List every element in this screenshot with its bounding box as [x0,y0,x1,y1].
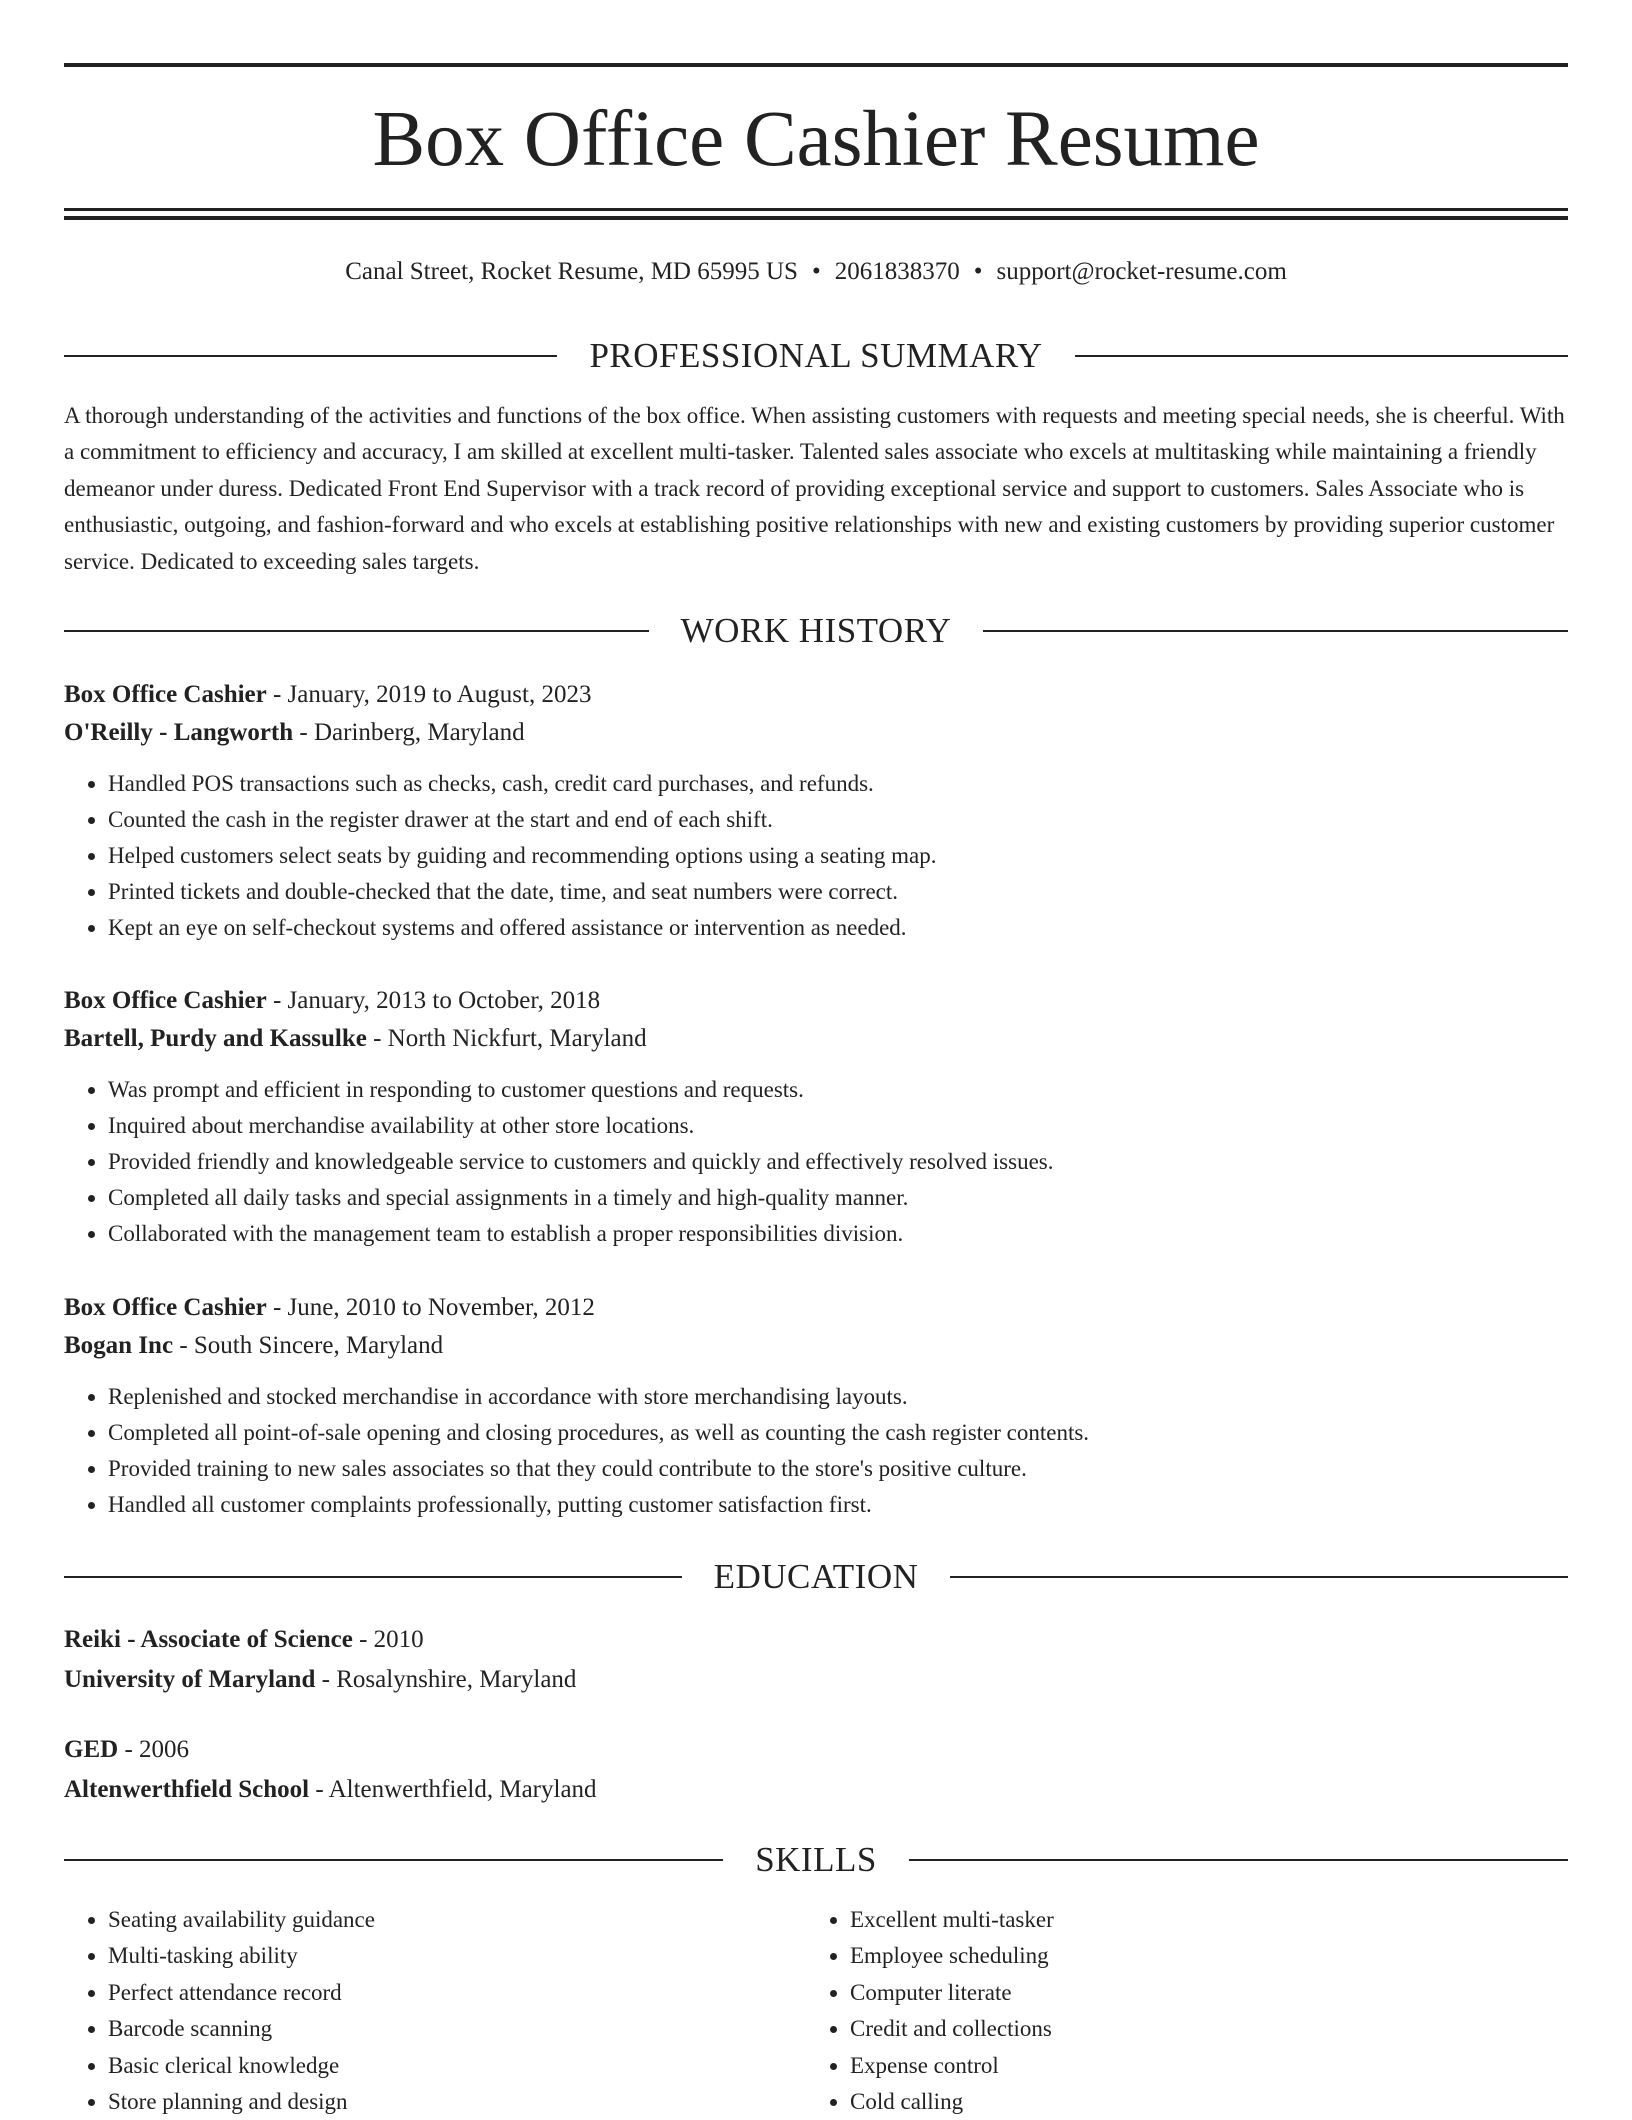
job-entry [64,982,1568,1252]
skill-item: • Cold calling [850,2084,1548,2120]
skill-item: • Seating availability guidance [108,1902,806,1938]
job-bullet: • Kept an eye on self-checkout systems and offered assistance or intervention as needed. [108,910,1568,946]
contact-address: Canal Street, Rocket Resume, MD 65995 US [345,258,798,285]
job-bullet: • Provided friendly and knowledgeable service to customers and quickly and effectively resolved issues. [108,1144,1568,1180]
education-heading [64,1555,1568,1599]
school-line [64,1660,1568,1700]
school-location: - Rosalynshire, Maryland [315,1666,577,1693]
job-bullet: • Handled all customer complaints professionally, putting customer satisfaction first. [108,1487,1568,1523]
job-bullet: • Collaborated with the management team to establish a proper responsibilities division. [108,1216,1568,1252]
contact-separator: • [811,258,821,285]
skill-item: • Employee scheduling [850,1938,1548,1974]
divider-line [909,1859,1568,1861]
job-bullet: • Handled POS transactions such as checks, cash, credit card purchases, and refunds. [108,766,1568,802]
job-employer-line [64,1327,1568,1365]
skill-item: • Excellent multi-tasker [850,1902,1548,1938]
resume-title: Box Office Cashier Resume [372,96,1260,183]
divider-line [1075,355,1568,357]
title-rule-lower [64,216,1568,220]
job-employer-line [64,714,1568,752]
divider-line [64,630,649,632]
contact-line [64,254,1568,290]
divider-line [64,1859,723,1861]
contact-separator: • [973,258,983,285]
job-title-line [64,982,1568,1020]
school: University of Maryland [64,1666,316,1693]
job-bullet: • Completed all daily tasks and special assignments in a timely and high-quality manner. [108,1180,1568,1216]
job-employer: Bogan Inc [64,1332,174,1359]
skills-column-right [806,1902,1548,2120]
skill-item: • Perfect attendance record [108,1975,806,2011]
job-bullet: • Completed all point-of-sale opening and closing procedures, as well as counting the cash register contents. [108,1415,1568,1451]
job-location: - North Nickfurt, Maryland [366,1025,647,1052]
job-bullet: • Provided training to new sales associates so that they could contribute to the store's positive culture. [108,1451,1568,1487]
job-title-line [64,676,1568,714]
section-title: EDUCATION [713,1557,919,1596]
job-bullets [64,1072,1568,1252]
divider-line [950,1576,1568,1578]
job-bullet: • Replenished and stocked merchandise in accordance with store merchandising layouts. [108,1379,1568,1415]
job-bullet: • Counted the cash in the register drawer at the start and end of each shift. [108,802,1568,838]
section-title: SKILLS [755,1840,877,1879]
job-bullets [64,766,1568,946]
skill-item: • Computer literate [850,1975,1548,2011]
job-entry [64,676,1568,946]
degree: GED [64,1736,119,1763]
skills-list [64,1902,1568,2120]
job-bullets [64,1379,1568,1523]
skills-heading [64,1838,1568,1882]
job-title: Box Office Cashier [64,987,267,1014]
top-rule [64,63,1568,67]
skill-item: • Multi-tasking ability [108,1938,806,1974]
summary-heading [64,334,1568,378]
school: Altenwerthfield School [64,1776,310,1803]
job-dates: - January, 2013 to October, 2018 [266,987,601,1014]
divider-line [64,1576,682,1578]
job-entry [64,1289,1568,1523]
section-title: WORK HISTORY [680,611,952,650]
job-title-line [64,1289,1568,1327]
degree-line [64,1620,1568,1660]
job-bullet: • Was prompt and efficient in responding to customer questions and requests. [108,1072,1568,1108]
job-employer: O'Reilly - Langworth [64,719,294,746]
work-heading [64,609,1568,653]
degree-line [64,1730,1568,1770]
job-dates: - January, 2019 to August, 2023 [266,681,592,708]
contact-phone: 2061838370 [834,258,960,285]
degree-year: - 2006 [118,1736,190,1763]
education-entry [64,1620,1568,1700]
job-title: Box Office Cashier [64,1294,267,1321]
job-bullet: • Printed tickets and double-checked that the date, time, and seat numbers were correct. [108,874,1568,910]
job-employer-line [64,1020,1568,1058]
divider-line [64,355,557,357]
title-rule-upper [64,208,1568,211]
degree-year: - 2010 [352,1626,424,1653]
school-location: - Altenwerthfield, Maryland [309,1776,597,1803]
skill-item: • Basic clerical knowledge [108,2048,806,2084]
divider-line [983,630,1568,632]
job-bullet: • Inquired about merchandise availability at other store locations. [108,1108,1568,1144]
skill-item: • Barcode scanning [108,2011,806,2047]
skill-item: • Store planning and design [108,2084,806,2120]
skill-item: • Credit and collections [850,2011,1548,2047]
skills-column-left [64,1902,806,2120]
skill-item: • Expense control [850,2048,1548,2084]
summary-text: A thorough understanding of the activities and functions of the box office. When assisting customers with requests and meeting special needs, she is cheerful. With a commitment to efficiency and accuracy, I am skilled at excellent multi-tasker. Talented sales associate who excels at multitasking while maintaining a friendly demeanor under duress. Dedicated Front End Supervisor with a track record of providing exceptional service and support to customers. Sales Associate who is enthusiastic, outgoing, and fashion-forward and who excels at establishing positive relationships with new and existing customers by providing superior customer service. Dedicated to exceeding sales targets. [64,403,1565,574]
job-title: Box Office Cashier [64,681,267,708]
section-title: PROFESSIONAL SUMMARY [589,336,1043,375]
school-line [64,1770,1568,1810]
job-employer: Bartell, Purdy and Kassulke [64,1025,367,1052]
job-location: - Darinberg, Maryland [293,719,525,746]
education-entry [64,1730,1568,1810]
contact-email: support@rocket-resume.com [996,258,1287,285]
job-location: - South Sincere, Maryland [173,1332,444,1359]
degree: Reiki - Associate of Science [64,1626,353,1653]
job-dates: - June, 2010 to November, 2012 [266,1294,595,1321]
job-bullet: • Helped customers select seats by guiding and recommending options using a seating map. [108,838,1568,874]
